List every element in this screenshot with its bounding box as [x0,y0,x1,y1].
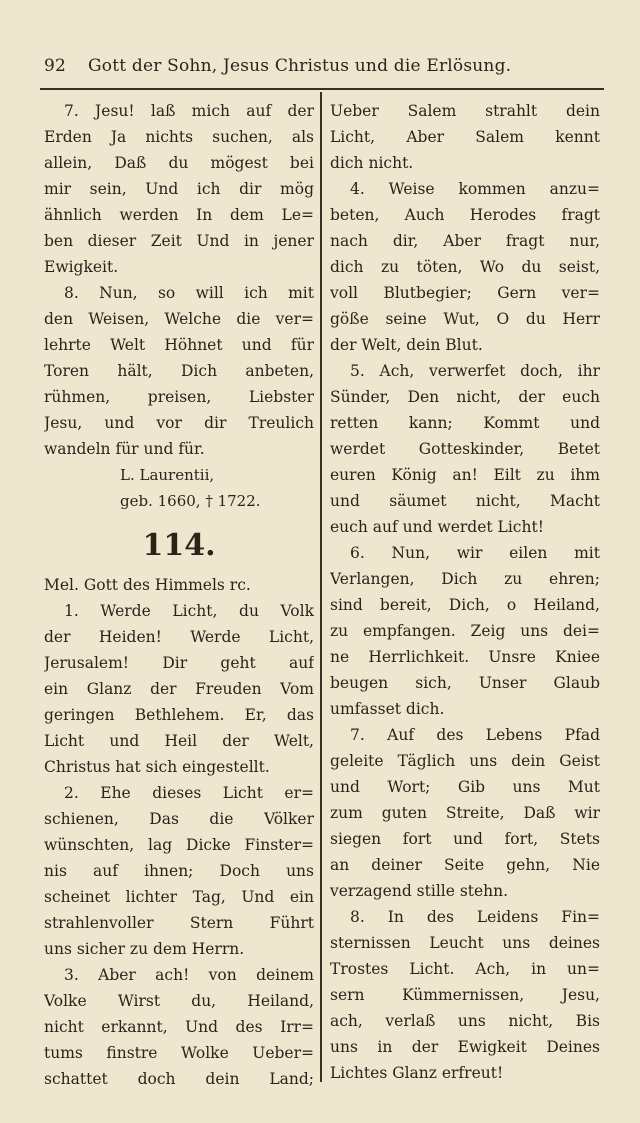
text-line: Licht, Aber Salem kennt [330,128,600,146]
text-line: sternissen Leucht uns deines [330,934,600,952]
text-line: voll Blutbegier; Gern ver= [330,284,600,302]
text-line: Jesu, und vor dir Treulich [44,414,314,432]
text-line: ben dieser Zeit Und in jener [44,232,314,250]
text-line: Verlangen, Dich zu ehren; [330,570,600,588]
column-divider [320,92,322,1082]
text-line: den Weisen, Welche die ver= [44,310,314,328]
hymn-verse-5 [330,358,600,540]
verse-3-continued [330,98,600,176]
hymn-verse-2 [44,780,314,962]
text-line: euch auf und werdet Licht! [330,518,544,536]
text-line: tums finstre Wolke Ueber= [44,1044,314,1062]
hymn-verse-6 [330,540,600,722]
text-line: geleite Täglich uns dein Geist [330,752,600,770]
text-line: dich nicht. [330,154,414,172]
text-line: nicht erkannt, Und des Irr= [44,1018,314,1036]
text-line: Volke Wirst du, Heiland, [44,992,314,1010]
left-column [44,98,314,1092]
text-line: 3. Aber ach! von deinem [64,966,314,984]
text-line: retten kann; Kommt und [330,414,600,432]
text-line: beten, Auch Herodes fragt [330,206,600,224]
text-line: ach, verlaß uns nicht, Bis [330,1012,600,1030]
text-line: 4. Weise kommen anzu= [350,180,600,198]
text-line: sind bereit, Dich, o Heiland, [330,596,600,614]
text-line: Trostes Licht. Ach, in un= [330,960,600,978]
text-line: Lichtes Glanz erfreut! [330,1064,504,1082]
text-line: mir sein, Und ich dir mög [44,180,314,198]
text-line: göße seine Wut, O du Herr [330,310,600,328]
text-line: lehrte Welt Höhnet und für [44,336,314,354]
text-line: Ueber Salem strahlt dein [330,102,600,120]
text-line: dich zu töten, Wo du seist, [330,258,600,276]
text-line: wünschten, lag Dicke Finster= [44,836,314,854]
text-line: verzagend stille stehn. [330,882,509,900]
text-line: an deiner Seite gehn, Nie [330,856,600,874]
text-line: rühmen, preisen, Liebster [44,388,314,406]
text-line: Christus hat sich eingestellt. [44,758,270,776]
text-line: ähnlich werden In dem Le= [44,206,314,224]
right-column [330,98,600,1086]
text-line: der Heiden! Werde Licht, [44,628,314,646]
text-line: nach dir, Aber fragt nur, [330,232,600,250]
text-line: strahlenvoller Stern Führt [44,914,314,932]
text-line: umfasset dich. [330,700,445,718]
text-line: scheinet lichter Tag, Und ein [44,888,314,906]
text-line: zum guten Streite, Daß wir [330,804,600,822]
hymn-verse-4 [330,176,600,358]
verse-7 [44,98,314,280]
text-line: Erden Ja nichts suchen, als [44,128,314,146]
text-line: und Wort; Gib uns Mut [330,778,600,796]
text-line: Ewigkeit. [44,258,119,276]
text-line: 8. In des Leidens Fin= [350,908,600,926]
text-line: der Welt, dein Blut. [330,336,483,354]
text-line: Licht und Heil der Welt, [44,732,314,750]
header-rule [40,88,604,90]
text-line: Toren hält, Dich anbeten, [44,362,314,380]
hymn-verse-3 [44,962,314,1092]
credit-line: geb. 1660, † 1722. [120,492,261,510]
hymn-verse-1 [44,598,314,780]
text-line: euren König an! Eilt zu ihm [330,466,600,484]
text-line: werdet Gotteskinder, Betet [330,440,600,458]
text-line: 6. Nun, wir eilen mit [350,544,600,562]
text-line: Sünder, Den nicht, der euch [330,388,600,406]
page-header [44,56,604,88]
text-line: 7. Auf des Lebens Pfad [350,726,600,744]
running-title: Gott der Sohn, Jesus Christus und die Erlösung. [88,56,512,76]
text-line: geringen Bethlehem. Er, das [44,706,314,724]
text-line: nis auf ihnen; Doch uns [44,862,314,880]
text-line: uns in der Ewigkeit Deines [330,1038,600,1056]
hymn-number: 114. [142,528,216,563]
text-line: 7. Jesu! laß mich auf der [64,102,314,120]
text-line: ne Herrlichkeit. Unsre Kniee [330,648,600,666]
hymn-verse-7 [330,722,600,904]
text-line: uns sicher zu dem Herrn. [44,940,245,958]
text-line: siegen fort und fort, Stets [330,830,600,848]
text-line: 5. Ach, verwerfet doch, ihr [350,362,600,380]
text-line: zu empfangen. Zeig uns dei= [330,622,600,640]
text-line: ein Glanz der Freuden Vom [44,680,314,698]
text-line: beugen sich, Unser Glaub [330,674,600,692]
author-credit [44,462,314,514]
text-line: sern Kümmernissen, Jesu, [330,986,600,1004]
page-number: 92 [44,56,67,76]
melody-line: Mel. Gott des Himmels rc. [44,576,251,594]
hymn-verse-8 [330,904,600,1086]
verse-8 [44,280,314,462]
credit-line: L. Laurentii, [120,466,215,484]
text-line: 1. Werde Licht, du Volk [64,602,314,620]
text-line: Jerusalem! Dir geht auf [44,654,314,672]
text-line: allein, Daß du mögest bei [44,154,314,172]
text-line: 2. Ehe dieses Licht er= [64,784,314,802]
text-line: schattet doch dein Land; [44,1070,314,1088]
text-line: 8. Nun, so will ich mit [64,284,314,302]
text-line: schienen, Das die Völker [44,810,314,828]
text-line: wandeln für und für. [44,440,205,458]
text-line: und säumet nicht, Macht [330,492,600,510]
